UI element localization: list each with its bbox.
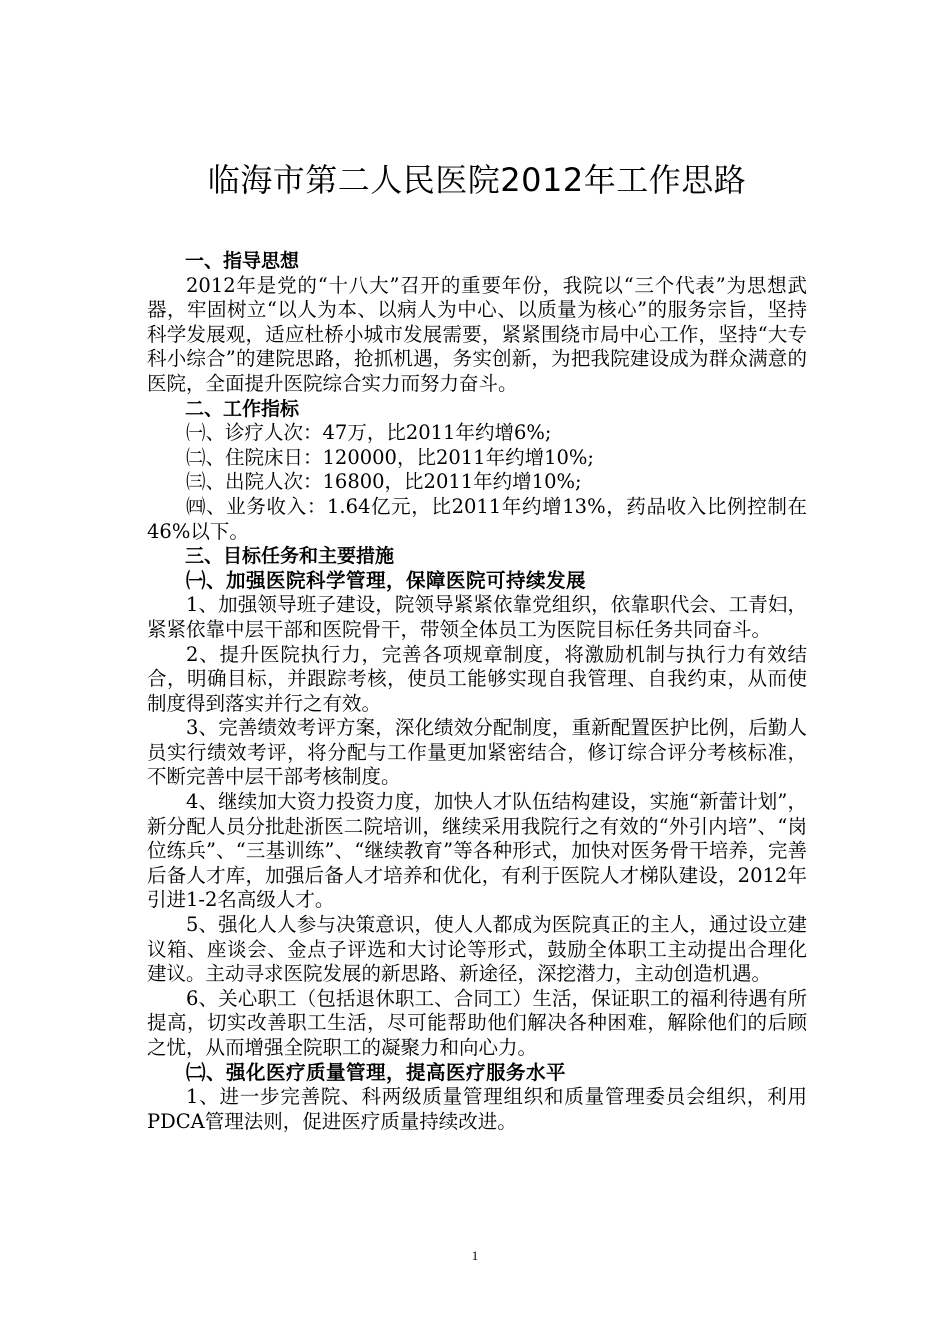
subsection-heading-management: ㈠、加强医院科学管理，保障医院可持续发展 [186, 568, 587, 592]
measure-paragraph: 1、进一步完善院、科两级质量管理组织和质量管理委员会组织，利用PDCA管理法则，促进医疗质量持续改进。 [147, 1085, 807, 1133]
paragraph-guiding-thought: 2012年是党的“十八大”召开的重要年份，我院以“三个代表”为思想武器，牢固树立“以人为本、以病人为中心、以质量为核心”的服务宗旨，坚持科学发展观，适应杜桥小城市发展需要，紧紧围绕市局中心工作，坚持“大专科小综合”的建院思路，抢抓机遇，务实创新，为把我院建设成为群众满意的医院，全面提升医院综合实力而努力奋斗。 [147, 273, 807, 395]
section-heading-work-indicators: 二、工作指标 [185, 397, 300, 420]
indicator-item: ㈡、住院床日：120000，比2011年约增10%; [186, 445, 594, 469]
indicator-item: ㈣、业务收入：1.64亿元，比2011年约增13%，药品收入比例控制在46%以下。 [147, 494, 807, 543]
indicator-item: ㈢、出院人次：16800，比2011年约增10%; [186, 470, 582, 494]
measure-paragraph: 2、提升医院执行力，完善各项规章制度，将激励机制与执行力有效结合，明确目标，并跟踪考核，使员工能够实现自我管理、自我约束，从而使制度得到落实并行之有效。 [147, 642, 807, 715]
section-heading-goals-measures: 三、目标任务和主要措施 [185, 545, 395, 568]
measure-paragraph: 4、继续加大资力投资力度，加快人才队伍结构建设，实施“新蕾计划”，新分配人员分批赴浙医二院培训，继续采用我院行之有效的“外引内培”、“岗位练兵”、“三基训练”、“继续教育”等各种形式，加快对医务骨干培养，完善后备人才库，加强后备人才培养和优化，有利于医院人才梯队建设，2012年引进1-2名高级人才。 [147, 790, 807, 912]
measure-paragraph: 5、强化人人参与决策意识，使人人都成为医院真正的主人，通过设立建议箱、座谈会、金点子评选和大讨论等形式，鼓励全体职工主动提出合理化建议。主动寻求医院发展的新思路、新途径，深挖潜力，主动创造机遇。 [147, 913, 807, 986]
measure-paragraph: 6、关心职工（包括退休职工、合同工）生活，保证职工的福利待遇有所提高，切实改善职工生活，尽可能帮助他们解决各种困难，解除他们的后顾之忧，从而增强全院职工的凝聚力和向心力。 [147, 986, 807, 1059]
section-heading-guiding-thought: 一、指导思想 [185, 250, 300, 272]
page-title: 临海市第二人民医院2012年工作思路 [207, 161, 747, 199]
document-page [147, 160, 807, 1134]
measure-paragraph: 1、加强领导班子建设，院领导紧紧依靠党组织，依靠职代会、工青妇，紧紧依靠中层干部和医院骨干，带领全体员工为医院目标任务共同奋斗。 [147, 593, 807, 641]
page-number: 1 [471, 1248, 479, 1263]
subsection-heading-quality: ㈡、强化医疗质量管理，提高医疗服务水平 [186, 1060, 567, 1084]
indicator-item: ㈠、诊疗人次：47万，比2011年约增6%; [186, 421, 552, 445]
measure-paragraph: 3、完善绩效考评方案，深化绩效分配制度，重新配置医护比例，后勤人员实行绩效考评，将分配与工作量更加紧密结合，修订综合评分考核标准，不断完善中层干部考核制度。 [147, 716, 807, 789]
